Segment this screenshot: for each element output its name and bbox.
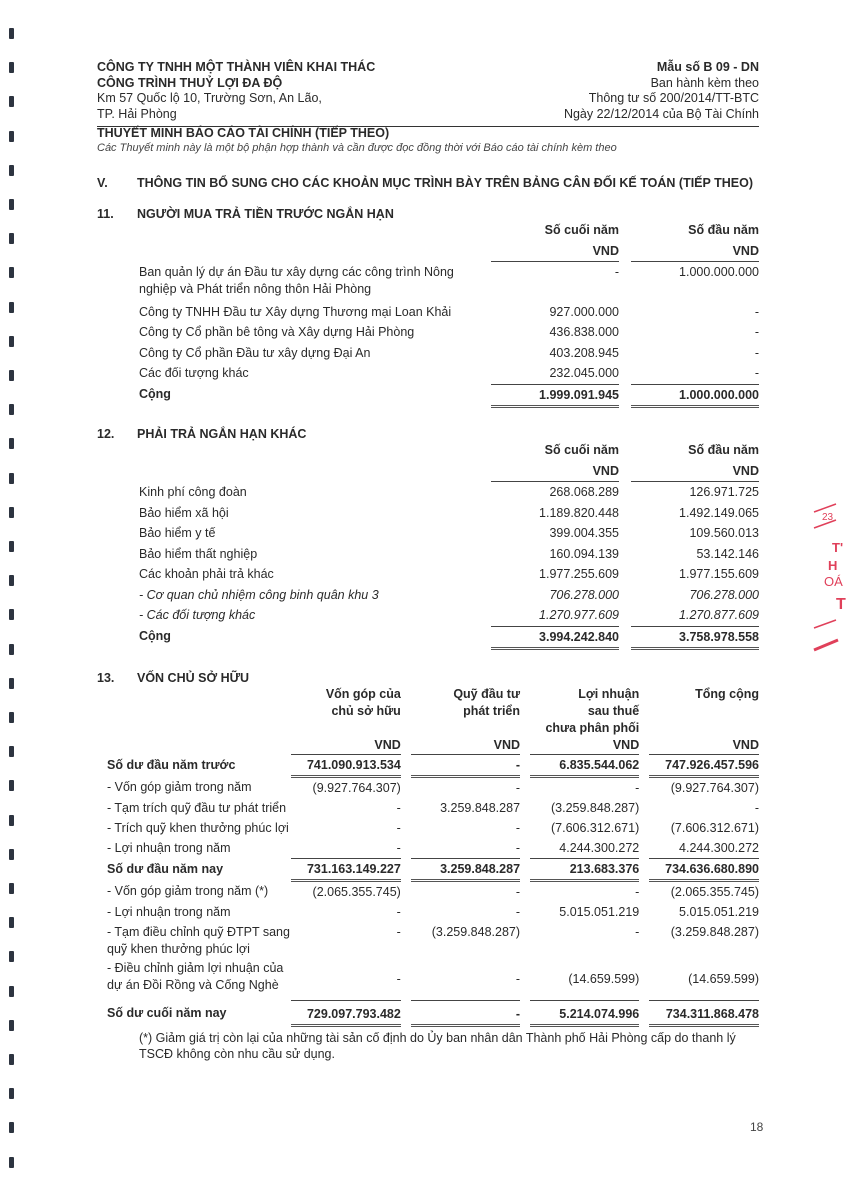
value-end: 403.208.945 <box>549 345 619 360</box>
note11-heading <box>97 206 759 222</box>
note13-heading <box>97 670 759 686</box>
stamp-text: T <box>836 596 846 613</box>
value-begin: 1.977.155.609 <box>679 567 759 581</box>
cell: - <box>396 821 401 835</box>
header-divider <box>97 126 759 127</box>
cell: (14.659.599) <box>688 971 759 986</box>
binding-hole-icon <box>9 575 14 586</box>
column-header: Số đầu năm <box>688 443 759 457</box>
table-row <box>107 818 759 838</box>
cell: 4.244.300.272 <box>679 841 759 855</box>
row-label: - Lợi nhuận trong năm <box>107 841 231 855</box>
note-number: 12. <box>97 427 115 441</box>
balance-row <box>107 1000 759 1025</box>
value-begin: 109.560.013 <box>689 526 759 540</box>
binding-hole-icon <box>9 986 14 997</box>
cell: (7.606.312.671) <box>670 821 759 835</box>
cell: (14.659.599) <box>568 971 640 986</box>
value-end: 1.189.820.448 <box>539 505 619 520</box>
row-label: - Các đối tượng khác <box>139 608 256 622</box>
cell: - <box>515 841 521 855</box>
cell: 5.214.074.996 <box>530 1000 639 1025</box>
value-begin: - <box>754 304 759 319</box>
table-row <box>139 343 759 364</box>
cell: - <box>396 841 401 855</box>
binding-hole-icon <box>9 62 14 73</box>
cell: (2.065.355.745) <box>312 885 401 899</box>
cell: 729.097.793.482 <box>291 1000 401 1025</box>
cell: (9.927.764.307) <box>312 781 401 795</box>
value-begin: - <box>754 345 759 360</box>
row-label: Bảo hiểm y tế <box>139 526 216 540</box>
cell: - <box>396 801 401 815</box>
table-row <box>139 363 759 384</box>
row-label: Bảo hiểm thất nghiệp <box>139 546 258 561</box>
cell: (3.259.848.287) <box>550 801 640 815</box>
binding-hole-icon <box>9 609 14 620</box>
binding-hole-icon <box>9 1157 14 1168</box>
binding-hole-icon <box>9 267 14 278</box>
stamp-text: OÁ <box>824 574 843 589</box>
column-header: Quỹ đầu tư phát triển <box>453 687 521 718</box>
document-subtitle: Các Thuyết minh này là một bộ phận hợp thành và cần được đọc đồng thời với Báo cáo tài chính kèm theo <box>97 142 617 154</box>
binding-hole-icon <box>9 541 14 552</box>
total-row <box>139 384 759 407</box>
cell: - <box>754 801 759 815</box>
cell: 3.259.848.287 <box>411 859 520 881</box>
binding-hole-icon <box>9 28 14 39</box>
note-number: 13. <box>97 671 115 685</box>
cell: 6.835.544.062 <box>530 755 639 777</box>
unit-label: VND <box>411 737 520 755</box>
cell: 741.090.913.534 <box>291 755 401 777</box>
unit-label: VND <box>491 241 619 262</box>
row-label: Các khoản phải trả khác <box>139 567 274 581</box>
unit-label: VND <box>491 461 619 482</box>
cell: - <box>396 971 401 986</box>
binding-hole-icon <box>9 370 14 381</box>
total-label: Cộng <box>139 629 171 643</box>
table-row <box>139 503 759 524</box>
table-row <box>139 605 759 626</box>
note-title: NGƯỜI MUA TRẢ TIỀN TRƯỚC NGẮN HẠN <box>137 207 394 221</box>
value-end: 1.270.977.609 <box>539 608 619 622</box>
cell: 747.926.457.596 <box>649 755 759 777</box>
value-end: 268.068.289 <box>549 485 619 499</box>
cell: 4.244.300.272 <box>559 841 640 855</box>
section-number: V. <box>97 176 108 190</box>
value-end: 232.045.000 <box>549 366 619 380</box>
binding-hole-icon <box>9 1122 14 1133</box>
note-title: PHẢI TRẢ NGẮN HẠN KHÁC <box>137 427 307 441</box>
address-line1: Km 57 Quốc lộ 10, Trường Sơn, An Lão, <box>97 91 322 105</box>
row-label: Các đối tượng khác <box>139 366 249 380</box>
value-end: 927.000.000 <box>549 304 619 319</box>
binding-hole-icon <box>9 951 14 962</box>
binding-hole-icon <box>9 917 14 928</box>
note13-table <box>107 686 759 1027</box>
row-label: - Tạm điều chỉnh quỹ ĐTPT sang quỹ khen thưởng phúc lợi <box>107 925 290 956</box>
binding-hole-icon <box>9 883 14 894</box>
stamp-text: H <box>828 558 838 573</box>
red-stamp-fragment <box>812 500 848 660</box>
binding-holes <box>9 0 19 1200</box>
binding-hole-icon <box>9 438 14 449</box>
cell: - <box>396 925 401 939</box>
row-label: Ban quản lý dự án Đầu tư xây dựng các công trình Nông nghiệp và Phát triển nông thôn Hải Phòng <box>139 264 454 296</box>
cell: - <box>515 885 521 899</box>
company-name-line2: CÔNG TRÌNH THUỶ LỢI ĐA ĐỘ <box>97 75 283 90</box>
unit-label: VND <box>631 241 759 262</box>
binding-hole-icon <box>9 780 14 791</box>
row-label: Số dư đầu năm trước <box>107 757 236 772</box>
row-label: - Vốn góp giảm trong năm (*) <box>107 883 269 898</box>
value-end: 706.278.000 <box>549 587 619 602</box>
unit-label: VND <box>291 737 401 755</box>
binding-hole-icon <box>9 644 14 655</box>
cell: 3.259.848.287 <box>440 801 521 815</box>
note-number: 11. <box>97 207 114 221</box>
company-name-line1: CÔNG TY TNHH MỘT THÀNH VIÊN KHAI THÁC <box>97 60 376 74</box>
row-label: Kinh phí công đoàn <box>139 484 247 499</box>
binding-hole-icon <box>9 849 14 860</box>
form-info <box>564 60 759 122</box>
binding-hole-icon <box>9 199 14 210</box>
table-row <box>107 902 759 922</box>
cell: (3.259.848.287) <box>431 925 521 939</box>
note12-table <box>139 440 759 650</box>
cell: - <box>515 781 521 795</box>
table-row <box>107 922 759 958</box>
binding-hole-icon <box>9 404 14 415</box>
row-label: Công ty Cổ phần Đầu tư xây dựng Đại An <box>139 345 371 360</box>
column-header: Tổng cộng <box>695 687 759 701</box>
binding-hole-icon <box>9 165 14 176</box>
binding-hole-icon <box>9 712 14 723</box>
value-begin: 1.000.000.000 <box>679 265 759 279</box>
cell: - <box>411 755 520 777</box>
binding-hole-icon <box>9 746 14 757</box>
footnote: (*) Giảm giá trị còn lại của những tài sản cố định do Ủy ban nhân dân Thành phố Hải Phòng cấp do thanh lý TSCĐ không còn nhu cầu sử dụng. <box>139 1030 736 1061</box>
cell: - <box>635 781 640 795</box>
row-label: Công ty Cổ phần bê tông và Xây dựng Hải Phòng <box>139 325 415 339</box>
total-begin: 1.000.000.000 <box>631 384 759 407</box>
document-title: THUYẾT MINH BÁO CÁO TÀI CHÍNH (TIẾP THEO) <box>97 126 390 140</box>
row-label: Số dư đầu năm nay <box>107 861 224 876</box>
value-begin: 126.971.725 <box>689 485 759 499</box>
binding-hole-icon <box>9 233 14 244</box>
document-page <box>97 60 759 1062</box>
binding-hole-icon <box>9 302 14 313</box>
cell: - <box>515 905 521 919</box>
section-title: THÔNG TIN BỔ SUNG CHO CÁC KHOẢN MỤC TRÌNH BÀY TRÊN BẢNG CÂN ĐỐI KẾ TOÁN (TIẾP THEO) <box>137 176 753 190</box>
page-number: 18 <box>750 1120 764 1134</box>
column-headers <box>107 686 759 737</box>
row-label: Số dư cuối năm nay <box>107 1006 227 1020</box>
form-code: Mẫu số B 09 - DN <box>656 60 759 74</box>
value-begin: 1.270.877.609 <box>679 608 759 622</box>
row-label: Công ty TNHH Đầu tư Xây dựng Thương mại Loan Khải <box>139 304 452 319</box>
table-row <box>139 544 759 565</box>
cell: - <box>515 821 521 835</box>
binding-hole-icon <box>9 131 14 142</box>
cell: 213.683.376 <box>530 859 639 881</box>
column-header: Số đầu năm <box>688 223 759 237</box>
stamp-text: T' <box>832 540 844 555</box>
row-label: - Điều chỉnh giảm lợi nhuận của dự án Đồi Rồng và Cống Nghè <box>107 961 284 992</box>
cell: - <box>635 925 640 939</box>
cell: 5.015.051.219 <box>559 905 640 919</box>
binding-hole-icon <box>9 96 14 107</box>
cell: (2.065.355.745) <box>670 885 759 899</box>
circular: Thông tư số 200/2014/TT-BTC <box>588 91 759 105</box>
cell: - <box>411 1000 520 1025</box>
stamp-text: 23 <box>822 512 834 523</box>
cell: 734.636.680.890 <box>649 859 759 881</box>
cell: (3.259.848.287) <box>670 925 759 939</box>
cell: - <box>515 971 521 986</box>
note12-heading <box>97 426 759 442</box>
cell: 731.163.149.227 <box>291 859 401 881</box>
table-row <box>107 777 759 799</box>
circular-date: Ngày 22/12/2014 của Bộ Tài Chính <box>563 106 759 121</box>
value-end: 399.004.355 <box>549 526 619 540</box>
total-end: 3.994.242.840 <box>491 626 619 649</box>
binding-hole-icon <box>9 678 14 689</box>
table-row <box>107 838 759 859</box>
total-begin: 3.758.978.558 <box>631 626 759 649</box>
value-end: - <box>614 265 619 279</box>
value-begin: 53.142.146 <box>696 546 759 561</box>
table-row <box>139 564 759 585</box>
unit-label: VND <box>631 461 759 482</box>
table-row <box>107 881 759 903</box>
unit-label: VND <box>530 737 639 755</box>
unit-label: VND <box>649 737 759 755</box>
value-end: 1.977.255.609 <box>539 567 619 581</box>
value-end: 436.838.000 <box>549 325 619 339</box>
value-begin: 706.278.000 <box>689 587 759 602</box>
cell: - <box>396 905 401 919</box>
table-row <box>139 482 759 503</box>
binding-hole-icon <box>9 1054 14 1065</box>
column-header: Số cuối năm <box>544 443 619 457</box>
row-label: - Cơ quan chủ nhiệm công binh quân khu 3 <box>139 587 379 602</box>
binding-hole-icon <box>9 336 14 347</box>
table-row <box>139 262 759 302</box>
balance-row <box>107 755 759 777</box>
table-row <box>107 958 759 1000</box>
row-label: - Trích quỹ khen thưởng phúc lợi <box>107 821 289 835</box>
binding-hole-icon <box>9 1088 14 1099</box>
note11-table <box>139 220 759 408</box>
table-row <box>107 798 759 818</box>
company-info <box>97 60 375 122</box>
cell: (9.927.764.307) <box>670 781 759 795</box>
address-line2: TP. Hải Phòng <box>97 106 177 121</box>
row-label: Bảo hiểm xã hội <box>139 505 229 520</box>
cell: 5.015.051.219 <box>679 905 759 919</box>
total-label: Cộng <box>139 387 171 401</box>
row-label: - Lợi nhuận trong năm <box>107 905 231 919</box>
issued-with: Ban hành kèm theo <box>650 75 759 90</box>
binding-hole-icon <box>9 815 14 826</box>
table-row <box>139 523 759 544</box>
row-label: - Tạm trích quỹ đầu tư phát triển <box>107 801 287 815</box>
binding-hole-icon <box>9 473 14 484</box>
table-row <box>139 302 759 323</box>
value-begin: - <box>754 325 759 339</box>
value-end: 160.094.139 <box>549 546 619 561</box>
value-begin: 1.492.149.065 <box>679 505 759 520</box>
cell: (7.606.312.671) <box>550 821 640 835</box>
table-row <box>139 322 759 343</box>
row-label: - Vốn góp giảm trong năm <box>107 779 252 794</box>
column-header: Vốn góp của chủ sở hữu <box>325 687 401 718</box>
document-header <box>97 60 759 126</box>
column-header: Lợi nhuận sau thuế chưa phân phối <box>545 687 640 735</box>
binding-hole-icon <box>9 507 14 518</box>
table-row <box>139 585 759 606</box>
total-end: 1.999.091.945 <box>491 384 619 407</box>
cell: - <box>635 885 640 899</box>
balance-row <box>107 859 759 881</box>
value-begin: - <box>754 366 759 380</box>
cell: 734.311.868.478 <box>649 1000 759 1025</box>
total-row <box>139 626 759 649</box>
note-title: VỐN CHỦ SỞ HỮU <box>137 671 250 685</box>
binding-hole-icon <box>9 1020 14 1031</box>
section-v-heading <box>97 175 759 192</box>
column-header: Số cuối năm <box>544 223 619 237</box>
